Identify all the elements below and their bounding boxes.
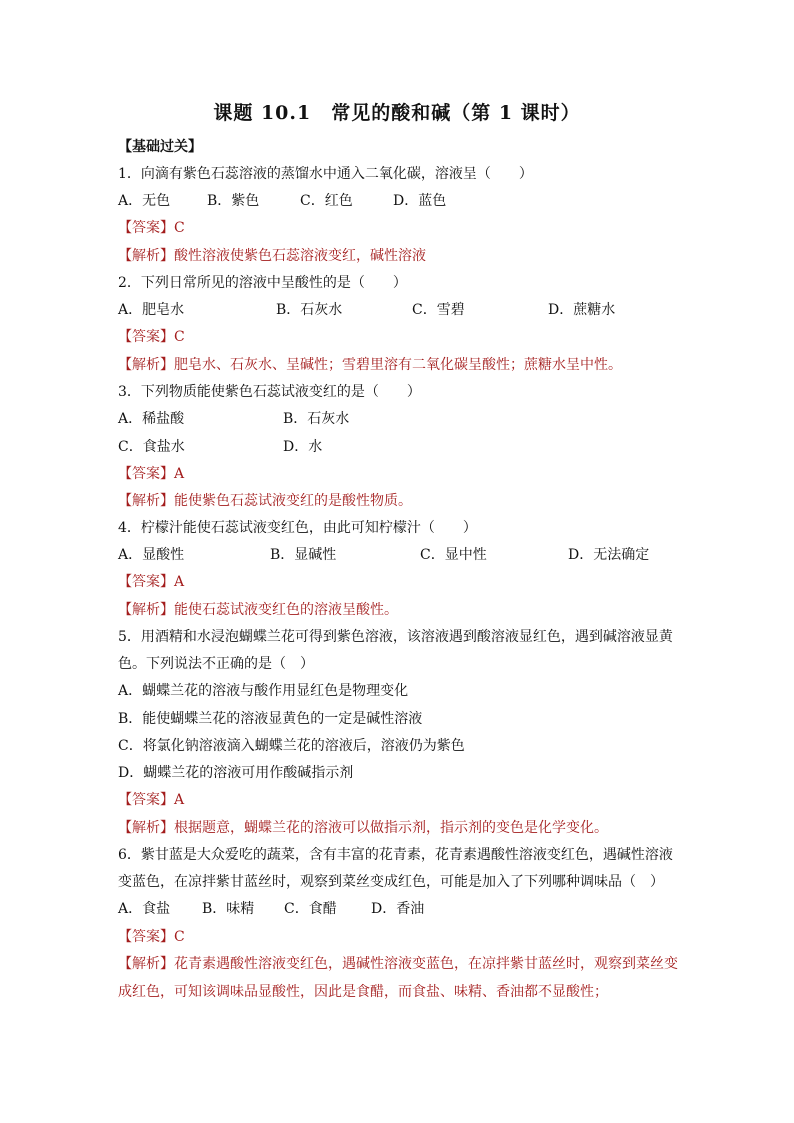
analysis-tag: 【解析】 [118,248,174,264]
analysis-tag: 【解析】 [118,956,174,972]
q4-stem: 4．柠檬汁能使石蕊试液变红色，由此可知柠檬汁（ ） [118,520,477,536]
q3-option-a: A．稀盐酸 [118,411,185,427]
q3-analysis [118,492,412,510]
q6-stem-line-1: 6．紫甘蓝是大众爱吃的蔬菜，含有丰富的花青素，花青素遇酸性溶液变红色，遇碱性溶液 [118,847,673,863]
q1-stem: 1．向滴有紫色石蕊溶液的蒸馏水中通入二氧化碳，溶液呈（ ） [118,166,533,182]
q5-option-d: D．蝴蝶兰花的溶液可用作酸碱指示剂 [118,765,354,781]
q5-option-a: A．蝴蝶兰花的溶液与酸作用显红色是物理变化 [118,683,409,699]
answer-tag: 【答案】 [118,466,174,482]
answer-tag: 【答案】 [118,220,174,236]
q1-answer-value: C [174,220,185,236]
analysis-tag: 【解析】 [118,820,174,836]
q4-option-d: D．无法确定 [568,547,650,563]
q3-answer [118,465,184,483]
q6-option-b: B．味精 [202,901,255,917]
q2-answer-value: C [174,329,185,345]
q3-analysis-text: 能使紫色石蕊试液变红的是酸性物质。 [174,493,412,509]
q5-analysis [118,819,608,837]
q1-analysis-text: 酸性溶液使紫色石蕊溶液变红，碱性溶液 [174,248,426,264]
q2-option-c: C．雪碧 [412,302,465,318]
q6-option-c: C．食醋 [284,901,337,917]
q1-option-c: C．红色 [300,193,353,209]
q1-analysis [118,247,426,265]
section-heading: 【基础过关】 [118,139,202,155]
q4-answer [118,573,184,591]
q2-answer [118,328,185,346]
q1-answer [118,219,185,237]
q6-option-d: D．香油 [371,901,425,917]
q2-option-d: D．蔗糖水 [548,302,616,318]
q6-option-a: A．食盐 [118,901,171,917]
q5-stem-line-1: 5．用酒精和水浸泡蝴蝶兰花可得到紫色溶液，该溶液遇到酸溶液显红色，遇到碱溶液显黄 [118,629,673,645]
q1-option-a: A．无色 [118,193,171,209]
q5-option-c: C．将氯化钠溶液滴入蝴蝶兰花的溶液后，溶液仍为紫色 [118,738,465,754]
q1-option-d: D．蓝色 [393,193,447,209]
q4-option-a: A．显酸性 [118,547,185,563]
q5-answer [118,791,184,809]
analysis-tag: 【解析】 [118,602,174,618]
q4-option-b: B．显碱性 [270,547,337,563]
q2-analysis [118,356,622,374]
analysis-tag: 【解析】 [118,357,174,373]
q2-analysis-text: 肥皂水、石灰水、呈碱性；雪碧里溶有二氧化碳呈酸性；蔗糖水呈中性。 [174,357,622,373]
answer-tag: 【答案】 [118,574,174,590]
q3-option-b: B．石灰水 [283,411,350,427]
q1-option-b: B．紫色 [207,193,260,209]
q3-stem: 3．下列物质能使紫色石蕊试液变红的是（ ） [118,384,421,400]
q4-analysis [118,601,398,619]
q5-answer-value: A [174,792,185,808]
q6-analysis [118,955,678,973]
q5-analysis-text: 根据题意，蝴蝶兰花的溶液可以做指示剂，指示剂的变色是化学变化。 [174,820,608,836]
q2-option-a: A．肥皂水 [118,302,185,318]
q3-answer-value: A [174,466,185,482]
q4-analysis-text: 能使石蕊试液变红色的溶液呈酸性。 [174,602,398,618]
q5-option-b: B．能使蝴蝶兰花的溶液显黄色的一定是碱性溶液 [118,711,423,727]
analysis-tag: 【解析】 [118,493,174,509]
q2-stem: 2．下列日常所见的溶液中呈酸性的是（ ） [118,275,407,291]
q6-answer-value: C [174,929,185,945]
q6-analysis-text-line-1: 花青素遇酸性溶液变红色，遇碱性溶液变蓝色，在凉拌紫甘蓝丝时，观察到菜丝变 [174,956,678,972]
q4-answer-value: A [174,574,185,590]
q3-option-d: D．水 [283,439,323,455]
answer-tag: 【答案】 [118,792,174,808]
q2-option-b: B．石灰水 [276,302,343,318]
q6-stem-line-2: 变蓝色，在凉拌紫甘蓝丝时，观察到菜丝变成红色，可能是加入了下列哪种调味品（ ） [118,874,664,890]
q4-option-c: C．显中性 [420,547,487,563]
answer-tag: 【答案】 [118,329,174,345]
q6-analysis-line-2: 成红色，可知该调味品显酸性，因此是食醋，而食盐、味精、香油都不显酸性； [118,984,608,1000]
answer-tag: 【答案】 [118,929,174,945]
q3-option-c: C．食盐水 [118,439,185,455]
q5-stem-line-2: 色。下列说法不正确的是（ ） [118,656,314,672]
q6-answer [118,928,185,946]
page-title: 课题 10.1 常见的酸和碱（第 1 课时） [213,102,581,124]
